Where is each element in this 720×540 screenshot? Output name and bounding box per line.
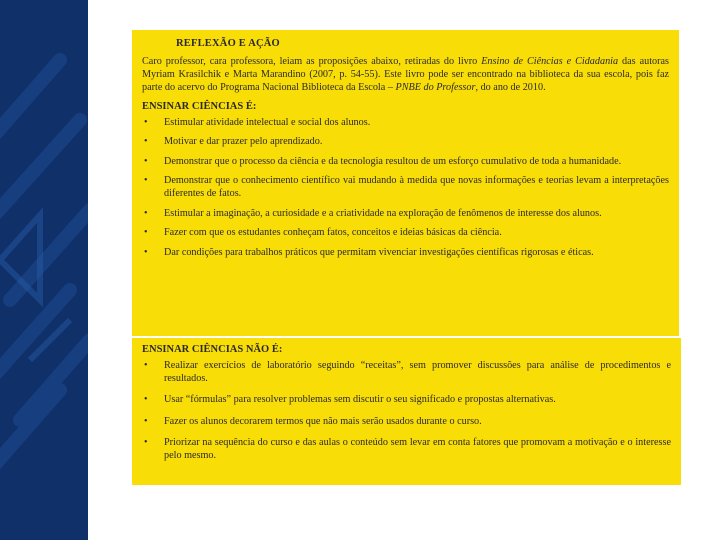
- list-item: • Demonstrar que o conhecimento científico vai mudando à medida que novas informações e teorias levam a interpretações diferentes de fatos.: [144, 175, 669, 199]
- book-title: Ensino de Ciências e Cidadania: [481, 56, 619, 67]
- list-item: • Dar condições para trabalhos práticos que permitam vivenciar investigações científicas rigorosas e éticas.: [144, 246, 594, 258]
- list-item: • Estimular atividade intelectual e social dos alunos.: [144, 116, 371, 128]
- reflection-panel: [132, 30, 679, 336]
- program-name: PNBE do Professor: [395, 82, 476, 94]
- sidebar-pattern-icon: [0, 0, 88, 540]
- list-item: • Fazer com que os estudantes conheçam fatos, conceitos e ideias básicas da ciência.: [144, 227, 502, 239]
- decorative-sidebar: [0, 0, 88, 540]
- section-is-list: [142, 117, 669, 260]
- section-is-not-list: [142, 360, 671, 463]
- list-item: • Realizar exercícios de laboratório seguindo “receitas”, sem promover discussões para análise de procedimentos e resultados.: [144, 360, 671, 384]
- section-is-not-heading: ENSINAR CIÊNCIAS NÃO É:: [142, 344, 283, 355]
- reflection-panel-continued: [132, 338, 681, 485]
- section-is-heading: ENSINAR CIÊNCIAS É:: [142, 100, 257, 112]
- intro-paragraph: Caro professor, cara professora, leiam as proposições abaixo, retiradas do livro Ensino de Ciências e Cidadania das autoras Myriam Krasilchik e Marta Marandino (2007, p. 54-55). Este livro pode ser encontrado na biblioteca da sua escola, pois faz parte do acervo do Programa Nacional Biblioteca da Escola – PNBE do Professor, do ano de 2010.: [142, 56, 670, 94]
- list-item: • Motivar e dar prazer pelo aprendizado.: [144, 136, 323, 148]
- list-item: • Priorizar na sequência do curso e das aulas o conteúdo sem levar em conta fatores que promovam a motivação e o interesse pelo mesmo.: [144, 437, 671, 461]
- box-title: REFLEXÃO E AÇÃO: [176, 38, 280, 49]
- list-item: • Estimular a imaginação, a curiosidade e a criatividade na exploração de fenômenos de interesse dos alunos.: [144, 207, 602, 219]
- list-item: • Usar “fórmulas” para resolver problemas sem discutir o seu significado e propostas alternativas.: [144, 394, 556, 406]
- list-item: • Fazer os alunos decorarem termos que não mais serão usados durante o curso.: [144, 415, 482, 427]
- list-item: • Demonstrar que o processo da ciência e da tecnologia resultou de um esforço cumulativo de toda a humanidade.: [144, 155, 622, 167]
